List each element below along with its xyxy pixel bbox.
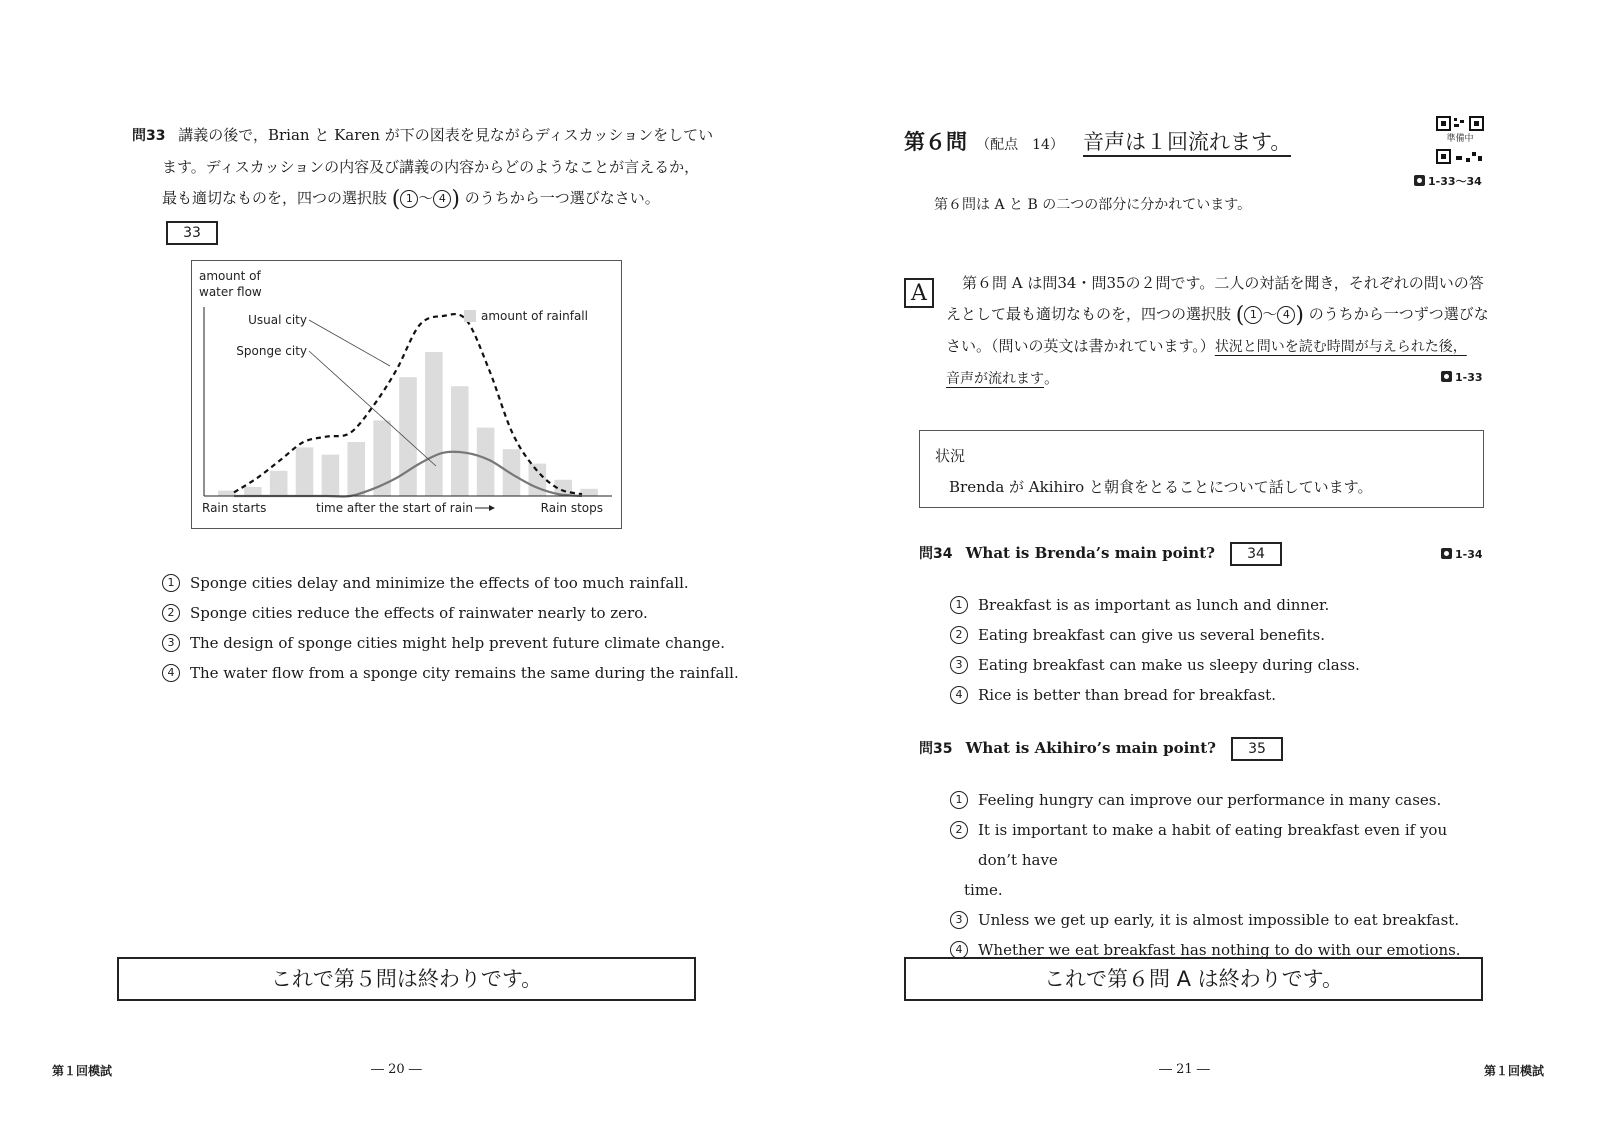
- footer-label: [52, 1062, 112, 1079]
- q34-options: [950, 590, 1490, 710]
- option[interactable]: [162, 628, 762, 658]
- option[interactable]: [950, 785, 1490, 815]
- question-line-3: 最も適切なものを，四つの選択肢 ( 1 〜 4 ) のうちから一つ選びなさい。: [162, 187, 660, 212]
- question-line: 講義の後で，Brian と Karen が下の図表を見ながらディスカッションをしてい: [178, 126, 714, 144]
- end-of-section-5: これで第５問は終わりです。: [117, 957, 696, 1001]
- range-tilde: 〜: [1262, 305, 1278, 323]
- disc-icon: [1441, 371, 1452, 382]
- question-35: [919, 737, 1283, 761]
- question-label: 問35: [919, 741, 953, 757]
- usual-city-label: Usual city: [248, 313, 307, 327]
- section-A-instructions: [946, 268, 1489, 395]
- section-points: （配点 14）: [976, 137, 1064, 153]
- option-text: Feeling hungry can improve our performance in many cases.: [978, 791, 1442, 809]
- question-line: ます。ディスカッションの内容及び講義の内容からどのようなことが言えるか，: [162, 158, 700, 176]
- right-page: [800, 0, 1600, 1137]
- footer-label-text: 第１回模試: [1484, 1064, 1545, 1078]
- qr-code[interactable]: [1436, 116, 1484, 164]
- disc-icon: [1441, 548, 1452, 559]
- section-intro: 第６問は A と B の二つの部分に分かれています。: [934, 197, 1252, 213]
- section-title: 第６問: [904, 130, 967, 154]
- instruction-line-4: [946, 363, 1486, 395]
- rainfall-bar: [296, 447, 314, 496]
- legend-swatch: [464, 310, 476, 322]
- option-number: 1: [1244, 306, 1262, 324]
- option[interactable]: [950, 815, 1490, 875]
- situation-label: 状況: [935, 447, 966, 465]
- option-number: 1: [950, 791, 968, 809]
- option-text: It is important to make a habit of eating breakfast even if you don’t have: [978, 821, 1448, 869]
- option-number: 4: [1277, 306, 1295, 324]
- question-label: 問33: [132, 128, 166, 144]
- track-range: [1414, 173, 1482, 189]
- section-letter-A: A: [904, 278, 934, 308]
- answer-box[interactable]: 33: [166, 221, 218, 245]
- option[interactable]: [950, 620, 1490, 650]
- option[interactable]: [950, 590, 1490, 620]
- question-line: 最も適切なものを，四つの選択肢: [162, 189, 388, 207]
- option-number: 3: [950, 911, 968, 929]
- footer-label-text: 第１回模試: [52, 1064, 113, 1078]
- x-end-label: Rain stops: [540, 501, 603, 515]
- instruction-text: さい。（問いの英文は書かれています。）: [946, 337, 1215, 355]
- option-text: The water flow from a sponge city remains the same during the rainfall.: [190, 664, 739, 682]
- option-number: 2: [950, 821, 968, 839]
- rainfall-bar: [580, 489, 598, 496]
- option[interactable]: [162, 658, 762, 688]
- x-start-label: Rain starts: [202, 501, 267, 515]
- y-label-line2: water flow: [199, 285, 262, 299]
- instruction-line-3: [946, 331, 1486, 363]
- option-text: time.: [964, 881, 1003, 899]
- question-34: [919, 542, 1282, 566]
- option[interactable]: [950, 650, 1490, 680]
- option-text: Unless we get up early, it is almost impossible to eat breakfast.: [978, 911, 1460, 929]
- qr-status: 準備中: [1440, 132, 1480, 146]
- answer-options: [162, 568, 762, 688]
- instruction-text: 。: [1044, 369, 1060, 387]
- question-label: 問34: [919, 546, 953, 562]
- rainfall-bar: [218, 491, 236, 496]
- instruction-line: 第６問 A は問34・問35の２問です。二人の対話を聞き，それぞれの問いの答: [962, 274, 1484, 292]
- option[interactable]: [950, 680, 1490, 710]
- option-text: Breakfast is as important as lunch and dinner.: [978, 596, 1330, 614]
- option[interactable]: [162, 568, 762, 598]
- x-arrow-head: [489, 505, 495, 511]
- instruction-emphasis: 音声が流れます: [946, 371, 1044, 387]
- option-number: 2: [950, 626, 968, 644]
- range-tilde: 〜: [418, 189, 434, 207]
- instruction-text: えとして最も適切なものを，四つの選択肢: [946, 305, 1232, 323]
- option-number: 1: [162, 574, 180, 592]
- y-label-line1: amount of: [199, 269, 261, 283]
- option-continuation: [950, 875, 1490, 905]
- option-text: Rice is better than bread for breakfast.: [978, 686, 1276, 704]
- instruction-text: のうちから一つずつ選びな: [1308, 305, 1489, 323]
- option-number: 1: [400, 190, 418, 208]
- option-number: 1: [950, 596, 968, 614]
- track-1-33: [1441, 371, 1483, 384]
- usual-leader-line: [309, 320, 390, 366]
- water-flow-chart: [191, 260, 622, 529]
- instruction-line-2: えとして最も適切なものを，四つの選択肢 ( 1 〜 4 ) のうちから一つずつ選びな: [946, 303, 1489, 328]
- track-text: 1-33: [1455, 371, 1483, 384]
- track-1-34: [1441, 548, 1483, 561]
- situation-box: [919, 430, 1484, 508]
- rainfall-bar: [244, 487, 262, 496]
- option-text: Whether we eat breakfast has nothing to do with our emotions.: [978, 941, 1461, 959]
- question-text: What is Brenda’s main point?: [965, 544, 1215, 562]
- option[interactable]: [162, 598, 762, 628]
- option-number: 4: [162, 664, 180, 682]
- track-text: 1-33〜34: [1428, 175, 1482, 188]
- option-number: 4: [950, 941, 968, 959]
- option-text: Eating breakfast can give us several benefits.: [978, 626, 1325, 644]
- option-text: The design of sponge cities might help prevent future climate change.: [190, 634, 725, 652]
- option[interactable]: [950, 905, 1490, 935]
- answer-box[interactable]: 34: [1230, 542, 1282, 566]
- audio-notice: 音声は１回流れます。: [1083, 130, 1291, 157]
- end-of-section-6a: これで第６問 A は終わりです。: [904, 957, 1483, 1001]
- section-6-header: [904, 126, 1291, 156]
- x-mid-label: time after the start of rain: [316, 501, 474, 515]
- rainfall-bar: [425, 352, 443, 496]
- page-number: ― 20 ―: [371, 1062, 422, 1077]
- rainfall-bar: [322, 455, 340, 496]
- q35-options: [950, 785, 1490, 965]
- question-text: What is Akihiro’s main point?: [965, 739, 1216, 757]
- rainfall-bar: [399, 377, 417, 496]
- disc-icon: [1414, 175, 1425, 186]
- option-number: 3: [950, 656, 968, 674]
- legend-label: amount of rainfall: [481, 309, 588, 323]
- rainfall-bar: [451, 386, 469, 496]
- option-number: 4: [950, 686, 968, 704]
- chart-svg: [192, 261, 621, 528]
- rainfall-bar: [270, 471, 288, 496]
- footer-label: [1484, 1062, 1544, 1079]
- option-number: 3: [162, 634, 180, 652]
- option-text: Sponge cities delay and minimize the effects of too much rainfall.: [190, 574, 689, 592]
- option-text: Sponge cities reduce the effects of rainwater nearly to zero.: [190, 604, 648, 622]
- page-number: ― 21 ―: [1159, 1062, 1210, 1077]
- option-text: Eating breakfast can make us sleepy during class.: [978, 656, 1360, 674]
- instruction-emphasis: 状況と問いを読む時間が与えられた後，: [1214, 339, 1467, 355]
- question-33: [132, 120, 712, 248]
- option-number: 4: [433, 190, 451, 208]
- sponge-city-label: Sponge city: [236, 344, 307, 358]
- option-number: 2: [162, 604, 180, 622]
- sponge-leader-line: [309, 351, 436, 466]
- track-text: 1-34: [1455, 548, 1483, 561]
- question-line: のうちから一つ選びなさい。: [464, 189, 660, 207]
- situation-text: Brenda が Akihiro と朝食をとることについて話しています。: [949, 478, 1373, 496]
- answer-box[interactable]: 35: [1231, 737, 1283, 761]
- rainfall-bar: [347, 442, 365, 496]
